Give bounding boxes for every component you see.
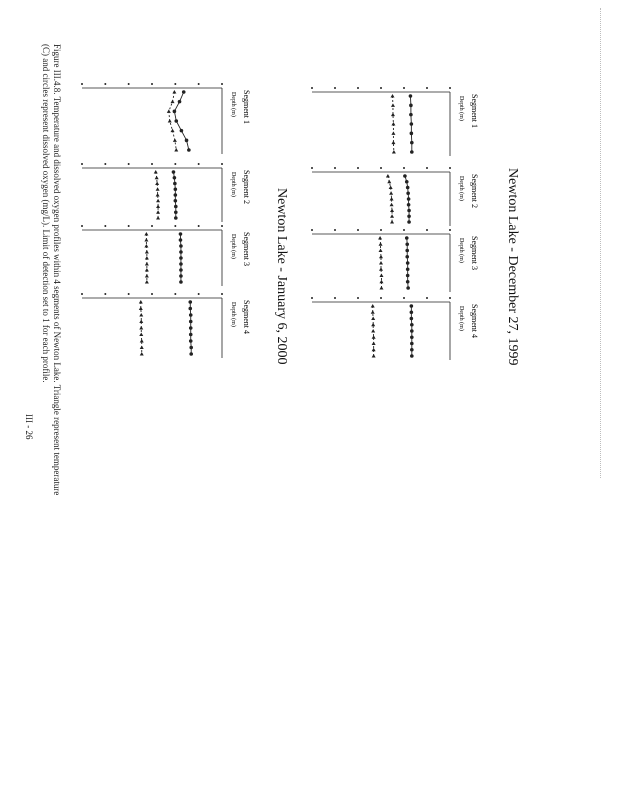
dissolved-oxygen-point — [188, 307, 192, 311]
value-tick — [221, 163, 223, 165]
value-tick — [449, 87, 451, 89]
dissolved-oxygen-point — [407, 220, 411, 224]
dissolved-oxygen-point — [409, 113, 413, 117]
temperature-point — [371, 323, 375, 327]
value-tick — [311, 167, 313, 169]
temperature-point — [167, 109, 171, 113]
dissolved-oxygen-point — [405, 242, 409, 246]
dissolved-oxygen-point — [410, 354, 414, 358]
temperature-point — [139, 326, 143, 330]
dissolved-oxygen-point — [179, 256, 183, 260]
temperature-point — [387, 180, 391, 184]
temperature-point — [389, 186, 393, 190]
temperature-point — [391, 141, 395, 145]
temperature-point — [145, 268, 149, 272]
dissolved-oxygen-point — [179, 262, 183, 266]
chart-xlabel: Depth (m) — [458, 176, 464, 201]
dissolved-oxygen-point — [174, 216, 178, 220]
page-number: III - 26 — [24, 414, 34, 440]
temperature-point — [155, 176, 159, 180]
value-tick — [198, 83, 200, 85]
temperature-point — [172, 90, 176, 94]
temperature-point — [371, 310, 375, 314]
dissolved-oxygen-point — [174, 187, 178, 191]
dissolved-oxygen-point — [405, 255, 409, 259]
value-tick — [151, 83, 153, 85]
value-tick — [81, 293, 83, 295]
dissolved-oxygen-point — [174, 199, 178, 203]
value-tick — [128, 163, 130, 165]
value-tick — [380, 167, 382, 169]
temperature-point — [155, 182, 159, 186]
value-tick — [104, 83, 106, 85]
dissolved-oxygen-point — [407, 197, 411, 201]
dissolved-oxygen-point — [174, 210, 178, 214]
dissolved-oxygen-point — [410, 310, 414, 314]
dissolved-oxygen-point — [406, 286, 410, 290]
temperature-point — [145, 256, 149, 260]
value-tick — [311, 297, 313, 299]
value-tick — [151, 293, 153, 295]
value-tick — [380, 87, 382, 89]
temperature-point — [156, 210, 160, 214]
temperature-point — [390, 209, 394, 213]
temperature-point — [391, 103, 395, 107]
temperature-point — [371, 304, 375, 308]
temperature-point — [379, 261, 383, 265]
dissolved-oxygen-point — [179, 232, 183, 236]
dissolved-oxygen-point — [407, 203, 411, 207]
value-tick — [104, 163, 106, 165]
dissolved-oxygen-point — [189, 320, 193, 324]
dissolved-oxygen-point — [406, 267, 410, 271]
value-tick — [221, 225, 223, 227]
dissolved-oxygen-point — [173, 182, 177, 186]
dissolved-oxygen-point — [410, 304, 414, 308]
chart-xlabel: Depth (m) — [230, 92, 236, 117]
value-tick — [311, 87, 313, 89]
temperature-point — [390, 214, 394, 218]
temperature-point — [372, 348, 376, 352]
january-title: Newton Lake - January 6, 2000 — [274, 188, 289, 365]
temperature-point — [140, 339, 144, 343]
temperature-point — [389, 191, 393, 195]
dissolved-oxygen-point — [189, 339, 193, 343]
value-tick — [81, 225, 83, 227]
dissolved-oxygen-point — [185, 139, 189, 143]
value-tick — [426, 167, 428, 169]
dissolved-oxygen-point — [410, 323, 414, 327]
temperature-point — [171, 129, 175, 133]
temperature-point — [140, 346, 144, 350]
dissolved-oxygen-point — [410, 348, 414, 352]
dissolved-oxygen-point — [189, 346, 193, 350]
temperature-point — [156, 199, 160, 203]
value-tick — [198, 163, 200, 165]
value-tick — [81, 83, 83, 85]
dissolved-oxygen-point — [406, 191, 410, 195]
dissolved-oxygen-point — [182, 90, 186, 94]
temperature-point — [171, 100, 175, 104]
value-tick — [449, 229, 451, 231]
value-tick — [221, 83, 223, 85]
value-tick — [380, 229, 382, 231]
dissolved-oxygen-point — [410, 329, 414, 333]
value-tick — [426, 297, 428, 299]
temperature-point — [154, 170, 158, 174]
temperature-point — [139, 333, 143, 337]
value-tick — [357, 297, 359, 299]
value-tick — [357, 229, 359, 231]
value-tick — [104, 225, 106, 227]
value-tick — [128, 293, 130, 295]
dissolved-oxygen-point — [407, 214, 411, 218]
dissolved-oxygen-point — [179, 250, 183, 254]
value-tick — [151, 225, 153, 227]
temperature-point — [139, 307, 143, 311]
temperature-point — [145, 262, 149, 266]
temperature-point — [390, 220, 394, 224]
temperature-point — [379, 267, 383, 271]
dissolved-oxygen-point — [179, 274, 183, 278]
dissolved-oxygen-point — [174, 205, 178, 209]
temperature-point — [145, 280, 149, 284]
dissolved-oxygen-point — [189, 333, 193, 337]
temperature-point — [379, 286, 383, 290]
chart-xlabel: Depth (m) — [230, 302, 236, 327]
temperature-point — [379, 274, 383, 278]
temperature-point — [144, 244, 148, 248]
temperature-point — [379, 249, 383, 253]
temperature-point — [386, 174, 390, 178]
dissolved-oxygen-point — [406, 261, 410, 265]
dissolved-oxygen-point — [172, 170, 176, 174]
temperature-point — [139, 320, 143, 324]
temperature-point — [391, 131, 395, 135]
dissolved-oxygen-point — [173, 176, 177, 180]
temperature-point — [156, 187, 160, 191]
chart-title: Segment 1 — [242, 90, 251, 124]
temperature-point — [379, 255, 383, 259]
temperature-point — [390, 197, 394, 201]
temperature-point — [168, 119, 172, 123]
chart-title: Segment 2 — [470, 174, 479, 208]
value-tick — [380, 297, 382, 299]
temperature-point — [391, 122, 395, 126]
dissolved-oxygen-point — [178, 100, 182, 104]
value-tick — [311, 229, 313, 231]
chart-title: Segment 4 — [470, 304, 479, 338]
temperature-point — [145, 274, 149, 278]
temperature-point — [379, 280, 383, 284]
temperature-point — [371, 329, 375, 333]
dissolved-oxygen-point — [406, 274, 410, 278]
dissolved-oxygen-point — [189, 313, 193, 317]
dissolved-oxygen-point — [405, 180, 409, 184]
dissolved-oxygen-point — [189, 352, 193, 356]
chart-title: Segment 3 — [470, 236, 479, 270]
dissolved-oxygen-point — [179, 280, 183, 284]
value-tick — [449, 167, 451, 169]
dissolved-oxygen-point — [410, 342, 414, 346]
value-tick — [174, 163, 176, 165]
temperature-point — [372, 354, 376, 358]
temperature-point — [140, 352, 144, 356]
value-tick — [198, 293, 200, 295]
chart-xlabel: Depth (m) — [230, 234, 236, 259]
temperature-point — [144, 238, 148, 242]
dissolved-oxygen-point — [410, 317, 414, 321]
temperature-point — [390, 203, 394, 207]
dissolved-oxygen-point — [406, 186, 410, 190]
value-tick — [334, 229, 336, 231]
dissolved-oxygen-point — [179, 238, 183, 242]
figure-caption-line-2: (C) and circles represent dissolved oxygen (mg/L). Limit of detection set to 1 for each profile. — [41, 44, 51, 383]
value-tick — [174, 83, 176, 85]
dissolved-oxygen-point — [189, 326, 193, 330]
temperature-point — [174, 148, 178, 152]
dissolved-oxygen-point — [409, 104, 413, 108]
value-tick — [357, 167, 359, 169]
chart-xlabel: Depth (m) — [458, 238, 464, 263]
dissolved-oxygen-point — [410, 150, 414, 154]
figure-caption-line-1: Figure III.4.8. Temperature and dissolved oxygen profiles within 4 segments of Newton Lake. Triangle represent temperature — [52, 44, 62, 496]
temperature-point — [156, 205, 160, 209]
value-tick — [449, 297, 451, 299]
value-tick — [81, 163, 83, 165]
dissolved-oxygen-point — [406, 280, 410, 284]
dissolved-oxygen-point — [405, 249, 409, 253]
temperature-point — [391, 94, 395, 98]
dissolved-oxygen-point — [187, 148, 191, 152]
value-tick — [403, 167, 405, 169]
value-tick — [198, 225, 200, 227]
value-tick — [334, 87, 336, 89]
temperature-point — [371, 317, 375, 321]
chart-title: Segment 1 — [470, 94, 479, 128]
dissolved-oxygen-point — [180, 129, 184, 133]
dissolved-oxygen-point — [410, 132, 414, 136]
temperature-point — [139, 300, 143, 304]
value-tick — [357, 87, 359, 89]
temperature-point — [144, 232, 148, 236]
december-title: Newton Lake - December 27, 1999 — [505, 168, 520, 366]
chart-title: Segment 2 — [242, 170, 251, 204]
value-tick — [104, 293, 106, 295]
value-tick — [403, 87, 405, 89]
value-tick — [128, 83, 130, 85]
dissolved-oxygen-point — [174, 193, 178, 197]
temperature-point — [392, 150, 396, 154]
dissolved-oxygen-point — [407, 209, 411, 213]
temperature-point — [391, 113, 395, 117]
temperature-point — [379, 242, 383, 246]
value-tick — [221, 293, 223, 295]
temperature-point — [156, 193, 160, 197]
chart-xlabel: Depth (m) — [458, 306, 464, 331]
dissolved-oxygen-point — [410, 122, 414, 126]
value-tick — [334, 167, 336, 169]
dissolved-oxygen-point — [410, 141, 414, 145]
dissolved-oxygen-point — [179, 244, 183, 248]
value-tick — [128, 225, 130, 227]
value-tick — [174, 293, 176, 295]
value-tick — [174, 225, 176, 227]
value-tick — [151, 163, 153, 165]
value-tick — [403, 297, 405, 299]
chart-xlabel: Depth (m) — [458, 96, 464, 121]
temperature-point — [378, 236, 382, 240]
value-tick — [426, 229, 428, 231]
value-tick — [334, 297, 336, 299]
dissolved-oxygen-point — [188, 300, 192, 304]
temperature-point — [173, 138, 177, 142]
dissolved-oxygen-point — [173, 110, 177, 114]
dissolved-oxygen-point — [179, 268, 183, 272]
dissolved-oxygen-point — [409, 94, 413, 98]
value-tick — [403, 229, 405, 231]
dissolved-oxygen-point — [403, 174, 407, 178]
chart-title: Segment 4 — [242, 300, 251, 334]
chart-title: Segment 3 — [242, 232, 251, 266]
temperature-point — [145, 250, 149, 254]
value-tick — [426, 87, 428, 89]
temperature-point — [372, 335, 376, 339]
dissolved-oxygen-point — [405, 236, 409, 240]
temperature-point — [156, 216, 160, 220]
dissolved-oxygen-point — [174, 119, 178, 123]
temperature-point — [139, 313, 143, 317]
dissolved-oxygen-point — [410, 335, 414, 339]
chart-xlabel: Depth (m) — [230, 172, 236, 197]
temperature-point — [372, 342, 376, 346]
